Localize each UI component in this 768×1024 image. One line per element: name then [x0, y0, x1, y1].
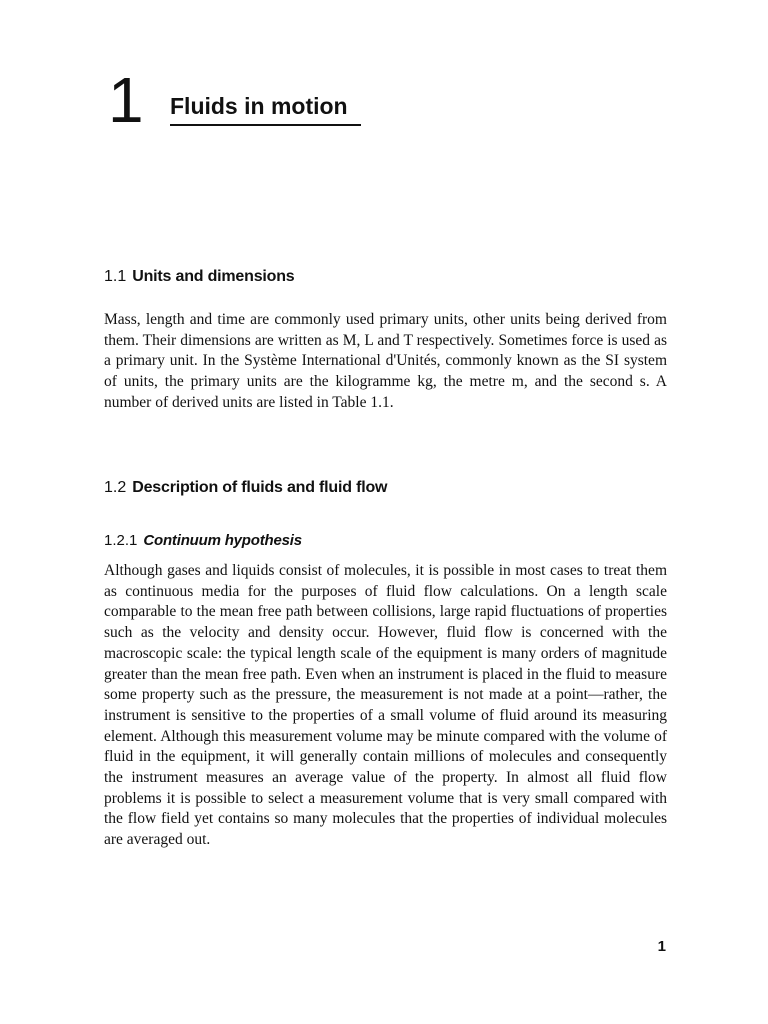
chapter-title-underline [170, 124, 361, 126]
chapter-title: Fluids in motion [170, 93, 348, 119]
section-title: Units and dimensions [132, 268, 295, 285]
section-number: 1.1 [104, 268, 127, 285]
section-heading-1-1 [104, 269, 295, 285]
page-number: 1 [657, 938, 666, 955]
subsection-title: Continuum hypothesis [143, 532, 302, 549]
chapter-number: 1 [108, 64, 142, 136]
section-heading-1-2 [104, 480, 387, 496]
section-title: Description of fluids and fluid flow [132, 479, 388, 496]
subsection-heading-1-2-1 [104, 533, 302, 549]
subsection-number: 1.2.1 [104, 532, 138, 549]
paragraph-units-and-dimensions: Mass, length and time are commonly used primary units, other units being derived from them. Their dimensions are written as M, L and T respectively. Sometimes force is used as a primary unit. In the Système International d'Unités, commonly known as the SI system of units, the primary units are the kilogramme kg, the metre m, and the second s. A number of derived units are listed in Table 1.1. [104, 311, 667, 411]
paragraph-continuum-hypothesis: Although gases and liquids consist of molecules, it is possible in most cases to treat them as continuous media for the purposes of fluid flow calculations. On a length scale comparable to the mean free path between collisions, large rapid fluctuations of properties such as the velocity and density occur. However, fluid flow is concerned with the macroscopic scale: the typical length scale of the equipment is many orders of magnitude greater than the mean free path. Even when an instrument is placed in the fluid to measure some property such as the pressure, the measurement is not made at a point—rather, the instrument is sensitive to the properties of a small volume of fluid around its measuring element. Although this measurement volume may be minute compared with the volume of fluid in the equipment, it will generally contain millions of molecules and consequently the instrument measures an average value of the property. In almost all fluid flow problems it is possible to select a measurement volume that is very small compared with the flow field yet contains so many molecules that the properties of individual molecules are averaged out. [104, 562, 667, 849]
section-number: 1.2 [104, 479, 127, 496]
